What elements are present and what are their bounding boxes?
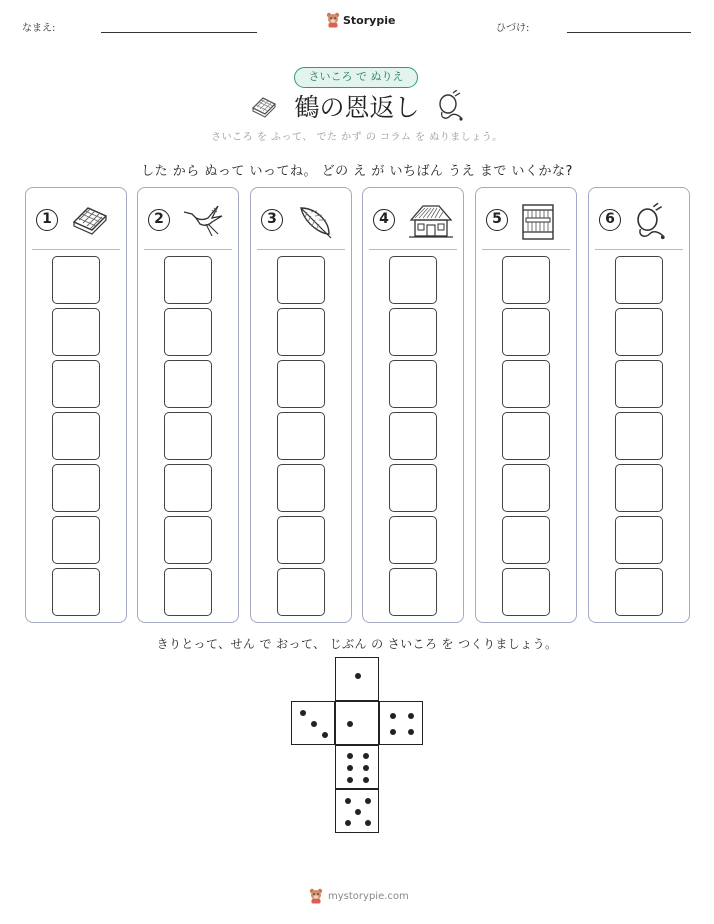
coloring-box[interactable] <box>502 568 550 616</box>
coloring-box[interactable] <box>502 308 550 356</box>
dice-column-3 <box>250 187 352 623</box>
dice-column-6 <box>588 187 690 623</box>
coloring-box[interactable] <box>389 516 437 564</box>
game-question: した から ぬって いってね。 どの え が いちばん うえ まで いくかな? <box>141 164 573 179</box>
instructions-subtitle: さいころ を ふって、 でた かず の コラム を ぬりましょう。 <box>211 132 503 143</box>
column-divider <box>482 249 570 250</box>
column-number: 2 <box>148 209 170 231</box>
coloring-box[interactable] <box>389 464 437 512</box>
name-line[interactable] <box>101 32 257 33</box>
coloring-box[interactable] <box>52 464 100 512</box>
column-divider <box>257 249 345 250</box>
activity-badge: さいころ で ぬりえ <box>294 67 418 88</box>
footer-url[interactable]: mystorypie.com <box>328 890 409 902</box>
coloring-box[interactable] <box>52 568 100 616</box>
column-header <box>363 200 463 240</box>
dice-column-2 <box>137 187 239 623</box>
column-divider <box>144 249 232 250</box>
die-pip <box>347 753 353 759</box>
column-header <box>251 200 351 240</box>
dice-column-4 <box>362 187 464 623</box>
column-divider <box>32 249 120 250</box>
thatched-house-icon <box>407 202 447 238</box>
bear-mascot-icon <box>326 12 340 28</box>
coloring-box[interactable] <box>164 256 212 304</box>
die-pip <box>322 732 328 738</box>
coloring-box[interactable] <box>502 360 550 408</box>
loom-icon <box>520 202 560 238</box>
crane-icon <box>182 202 222 238</box>
column-number: 5 <box>486 209 508 231</box>
column-header <box>589 200 689 240</box>
die-face-lower <box>335 745 379 789</box>
title-row <box>0 88 714 124</box>
die-pip <box>363 777 369 783</box>
coloring-box[interactable] <box>277 516 325 564</box>
storypie-logo <box>326 12 395 28</box>
coloring-box[interactable] <box>277 360 325 408</box>
cut-instruction: きりとって、せん で おって、 じぶん の さいころ を つくりましょう。 <box>156 637 558 651</box>
coloring-box[interactable] <box>502 516 550 564</box>
coloring-box[interactable] <box>389 256 437 304</box>
die-pip <box>345 820 351 826</box>
column-header <box>138 200 238 240</box>
bear-mascot-icon <box>308 888 324 904</box>
die-pip <box>345 798 351 804</box>
die-pip <box>311 721 317 727</box>
coloring-box[interactable] <box>502 412 550 460</box>
column-divider <box>595 249 683 250</box>
column-number: 3 <box>261 209 283 231</box>
coloring-box[interactable] <box>277 308 325 356</box>
logo-text: Storypie <box>343 13 396 27</box>
coloring-box[interactable] <box>389 568 437 616</box>
column-header <box>26 200 126 240</box>
column-number: 6 <box>599 209 621 231</box>
coloring-box[interactable] <box>164 360 212 408</box>
coloring-box[interactable] <box>164 412 212 460</box>
coloring-box[interactable] <box>164 516 212 564</box>
coloring-box[interactable] <box>615 464 663 512</box>
die-face-top <box>335 657 379 701</box>
die-pip <box>347 721 353 727</box>
woven-cloth-icon <box>70 202 110 238</box>
footer <box>308 888 409 904</box>
date-label: ひづけ: <box>496 23 530 34</box>
coloring-box[interactable] <box>615 308 663 356</box>
feather-icon <box>295 202 335 238</box>
coloring-box[interactable] <box>52 516 100 564</box>
die-pip <box>408 713 414 719</box>
coloring-box[interactable] <box>164 308 212 356</box>
yarn-spindle-icon <box>633 202 673 238</box>
column-divider <box>369 249 457 250</box>
coloring-box[interactable] <box>615 412 663 460</box>
name-label: なまえ: <box>22 23 56 34</box>
coloring-box[interactable] <box>52 256 100 304</box>
coloring-box[interactable] <box>502 464 550 512</box>
die-pip <box>363 765 369 771</box>
dice-column-5 <box>475 187 577 623</box>
die-face-center <box>335 701 379 745</box>
die-pip <box>347 777 353 783</box>
die-pip <box>347 765 353 771</box>
coloring-box[interactable] <box>389 360 437 408</box>
die-pip <box>365 798 371 804</box>
coloring-box[interactable] <box>277 464 325 512</box>
page-title: 鶴の恩返し <box>294 93 420 122</box>
column-header <box>476 200 576 240</box>
coloring-box[interactable] <box>502 256 550 304</box>
coloring-box[interactable] <box>277 412 325 460</box>
coloring-box[interactable] <box>615 256 663 304</box>
coloring-box[interactable] <box>615 360 663 408</box>
coloring-box[interactable] <box>389 308 437 356</box>
die-face-right <box>379 701 423 745</box>
dice-column-1 <box>25 187 127 623</box>
coloring-box[interactable] <box>52 308 100 356</box>
coloring-box[interactable] <box>52 360 100 408</box>
coloring-box[interactable] <box>164 568 212 616</box>
die-pip <box>355 673 361 679</box>
column-number: 4 <box>373 209 395 231</box>
die-pip <box>365 820 371 826</box>
date-line[interactable] <box>567 32 691 33</box>
coloring-box[interactable] <box>52 412 100 460</box>
coloring-box[interactable] <box>389 412 437 460</box>
coloring-box[interactable] <box>615 516 663 564</box>
die-pip <box>390 729 396 735</box>
coloring-box[interactable] <box>615 568 663 616</box>
coloring-box[interactable] <box>164 464 212 512</box>
yarn-spindle-icon <box>436 90 466 122</box>
die-face-left <box>291 701 335 745</box>
die-pip <box>300 710 306 716</box>
column-number: 1 <box>36 209 58 231</box>
die-pip <box>390 713 396 719</box>
die-pip <box>355 809 361 815</box>
coloring-box[interactable] <box>277 256 325 304</box>
coloring-box[interactable] <box>277 568 325 616</box>
die-face-bottom <box>335 789 379 833</box>
die-pip <box>363 753 369 759</box>
die-pip <box>408 729 414 735</box>
